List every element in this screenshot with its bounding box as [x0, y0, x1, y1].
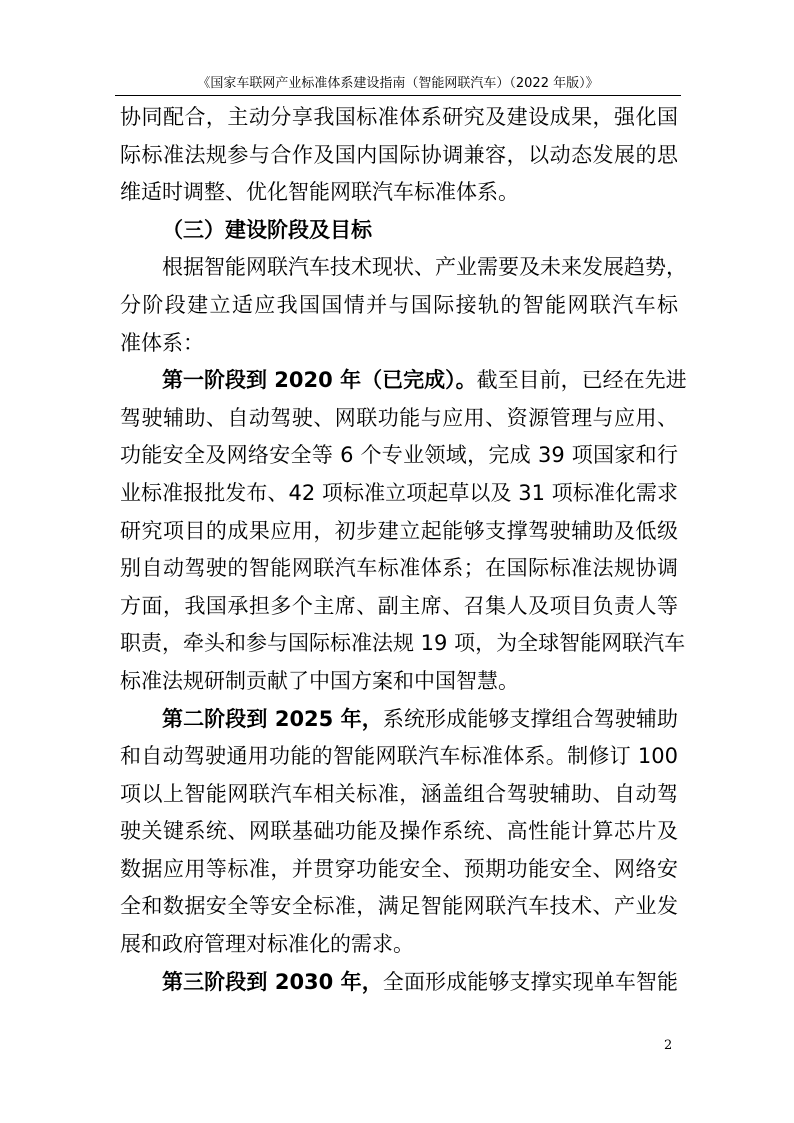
- paragraph-line: 研究项目的成果应用，初步建立起能够支撑驾驶辅助及低级: [120, 518, 678, 543]
- paragraph-line: 和自动驾驶通用功能的智能网联汽车标准体系。制修订 100: [120, 744, 678, 769]
- paragraph-line: 协同配合，主动分享我国标准体系研究及建设成果，强化国: [120, 105, 678, 129]
- phase-one-label: 第一阶段到 2020 年（已完成）。: [162, 368, 477, 393]
- paragraph-line: 分阶段建立适应我国国情并与国际接轨的智能网联汽车标: [120, 292, 678, 317]
- paragraph-line: 驶关键系统、网联基础功能及操作系统、高性能计算芯片及: [120, 819, 678, 844]
- paragraph-line: 项以上智能网联汽车相关标准，涵盖组合驾驶辅助、自动驾: [120, 781, 678, 806]
- paragraph-line: [120, 362, 687, 400]
- paragraph-line: 维适时调整、优化智能网联汽车标准体系。: [120, 180, 519, 205]
- paragraph-line: 展和政府管理对标准化的需求。: [120, 932, 414, 957]
- body-text: [120, 99, 687, 1001]
- paragraph-line: 全和数据安全等安全标准，满足智能网联汽车技术、产业发: [120, 894, 678, 919]
- paragraph-line: 数据应用等标准，并贯穿功能安全、预期功能安全、网络安: [120, 856, 678, 881]
- paragraph-line: 驾驶辅助、自动驾驶、网联功能与应用、资源管理与应用、: [120, 405, 678, 430]
- paragraph-line: 方面，我国承担多个主席、副主席、召集人及项目负责人等: [120, 593, 678, 618]
- paragraph-line: [120, 701, 678, 739]
- paragraph-line: 际标准法规参与合作及国内国际协调兼容，以动态发展的思: [120, 142, 678, 167]
- paragraph-text: 截至目前，已经在先进: [476, 368, 687, 393]
- phase-three-label: 第三阶段到 2030 年，: [162, 969, 383, 994]
- paragraph-text: 系统形成能够支撑组合驾驶辅助: [382, 706, 678, 731]
- paragraph-line: 标准法规研制贡献了中国方案和中国智慧。: [120, 668, 519, 693]
- paragraph-text: 全面形成能够支撑实现单车智能: [382, 969, 678, 994]
- paragraph-line: 准体系：: [120, 330, 204, 355]
- section-heading: （三）建设阶段及目标: [162, 217, 372, 242]
- phase-two-label: 第二阶段到 2025 年，: [162, 706, 383, 731]
- paragraph-line: 根据智能网联汽车技术现状、产业需要及未来发展趋势，: [162, 255, 687, 280]
- page-number: 2: [664, 1038, 673, 1053]
- paragraph-line: 业标准报批发布、42 项标准立项起草以及 31 项标准化需求: [120, 480, 678, 505]
- paragraph-line: 功能安全及网络安全等 6 个专业领域，完成 39 项国家和行: [120, 443, 678, 468]
- header-rule: [115, 95, 681, 96]
- paragraph-line: 别自动驾驶的智能网联汽车标准体系；在国际标准法规协调: [120, 556, 678, 581]
- running-header: 《国家车联网产业标准体系建设指南（智能网联汽车）（2022 年版）》: [197, 76, 599, 91]
- paragraph-line: [120, 964, 678, 1002]
- paragraph-line: 职责，牵头和参与国际标准法规 19 项，为全球智能网联汽车: [120, 631, 686, 656]
